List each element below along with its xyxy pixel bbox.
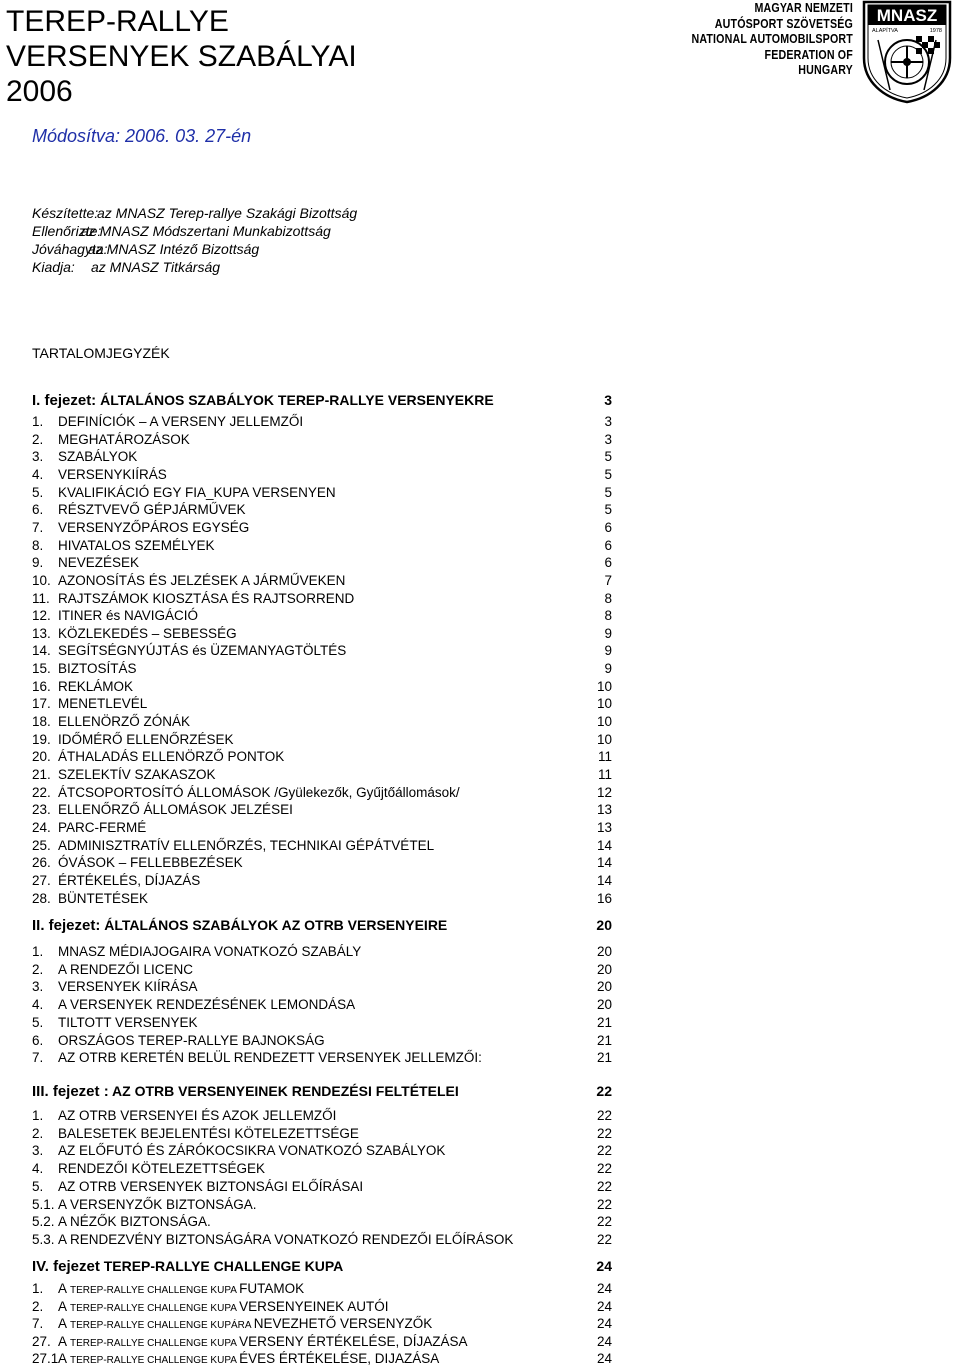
toc-item-text	[58, 1049, 482, 1066]
credit-value: az MNASZ Titkárság	[91, 259, 221, 275]
toc-item-page: 22	[596, 1108, 612, 1123]
toc-item-page: 20	[596, 979, 612, 995]
toc-item-page: 7	[604, 572, 612, 588]
toc-item-title: ÁTHALADÁS ELLENÖRZŐ PONTOK	[58, 749, 285, 765]
toc-item-page: 6	[604, 555, 612, 571]
toc-item-text	[58, 1350, 439, 1369]
toc-item-text	[58, 1298, 388, 1317]
toc-item-title: AZ ELŐFUTÓ ÉS ZÁRÓKOCSIKRA VONATKOZÓ SZABÁLYOK	[58, 1143, 446, 1159]
toc-item-number: 1.	[32, 414, 44, 429]
mnasz-logo	[691, 0, 958, 106]
toc-item-row	[32, 466, 612, 483]
toc-item-title: SEGÍTSÉGNYÚJTÁS és ÜZEMANYAGTÖLTÉS	[58, 643, 347, 659]
toc-item-row	[32, 501, 612, 518]
toc-item-text	[58, 961, 193, 978]
toc-item-number: 27.1	[32, 1351, 59, 1367]
toc-item-text	[58, 519, 249, 536]
toc-item-title: AZONOSÍTÁS ÉS JELZÉSEK A JÁRMŰVEKEN	[58, 572, 346, 588]
credit-row	[32, 222, 357, 240]
toc-item-text	[58, 943, 361, 960]
toc-item-title: A RENDEZVÉNY BIZTONSÁGÁRA VONATKOZÓ RENDEZŐI ELŐÍRÁSOK	[58, 1231, 514, 1247]
emblem-right-text: 1978	[929, 28, 942, 34]
toc-item-number: 3.	[32, 449, 44, 465]
credit-label: Jóváhagyta:	[32, 241, 108, 257]
toc-item-page: 11	[597, 749, 612, 765]
toc-item-title: BALESETEK BEJELENTÉSI KÖTELEZETTSÉGE	[58, 1125, 359, 1141]
toc-item-row	[32, 801, 612, 818]
toc-item-text	[58, 1280, 304, 1299]
toc-item-number: 4.	[32, 997, 44, 1013]
toc-heading: TARTALOMJEGYZÉK	[32, 345, 170, 361]
toc-item-page: 24	[596, 1333, 612, 1349]
toc-item-title: KÖZLEKEDÉS – SEBESSÉG	[58, 625, 237, 641]
toc-item-text	[58, 695, 147, 712]
toc-item-number: 5.	[32, 1014, 44, 1030]
toc-item-page: 14	[596, 837, 612, 853]
toc-item-text	[58, 1196, 257, 1213]
toc-item-row	[32, 431, 612, 448]
chapter-prefix: III. fejezet :	[32, 1083, 109, 1100]
toc-item-row	[32, 625, 612, 642]
toc-item-number: 14.	[32, 643, 51, 659]
toc-item-page: 16	[596, 890, 612, 906]
toc-item-text	[58, 1160, 265, 1177]
toc-item-number: 23.	[32, 802, 51, 818]
toc-item-number: 5.1.	[32, 1196, 55, 1212]
toc-item-page: 5	[604, 484, 612, 500]
logo-word-line: FEDERATION OF	[764, 46, 853, 62]
toc-item-title: ÓVÁSOK – FELLEBBEZÉSEK	[58, 855, 243, 871]
toc-item-page: 22	[596, 1161, 612, 1177]
toc-item-row	[32, 1178, 612, 1195]
toc-item-page: 20	[596, 961, 612, 977]
toc-item-number: 26.	[32, 855, 51, 871]
toc-item-number: 17.	[32, 696, 51, 712]
toc-item-number: 27.	[32, 872, 51, 888]
toc-item-row	[32, 590, 612, 607]
toc-item-number: 8.	[32, 537, 44, 553]
toc-item-page: 10	[596, 696, 612, 712]
chapter-prefix: II. fejezet:	[32, 917, 101, 934]
toc-item-page: 8	[604, 590, 612, 606]
toc-item-page: 10	[596, 714, 612, 730]
toc-item-text	[58, 1231, 513, 1248]
toc-item-number: 9.	[32, 555, 44, 571]
toc-item-page: 6	[604, 537, 612, 553]
toc-item-number: 7.	[32, 1316, 44, 1332]
toc-item-title: PARC-FERMÉ	[58, 819, 147, 835]
toc-item-row	[32, 943, 612, 960]
toc-item-title: DEFINÍCIÓK – A VERSENY JELLEMZŐI	[58, 414, 304, 429]
toc-item-row	[32, 1298, 612, 1315]
toc-item-title: RÉSZTVEVŐ GÉPJÁRMŰVEK	[58, 502, 246, 518]
toc-item-row	[32, 1213, 612, 1230]
toc-item-title: A RENDEZŐI LICENC	[58, 961, 194, 977]
toc-item-title: A VERSENYZŐK BIZTONSÁGA.	[58, 1196, 257, 1212]
toc-item-title: NEVEZÉSEK	[58, 555, 140, 571]
toc-item-page: 22	[596, 1125, 612, 1141]
toc-item-row	[32, 713, 612, 730]
toc-item-lead: A	[58, 1298, 71, 1314]
toc-chapter-row	[32, 915, 612, 935]
toc-item-row	[32, 784, 612, 801]
toc-item-text	[58, 872, 200, 889]
modified-date: Módosítva: 2006. 03. 27-én	[32, 126, 252, 146]
toc-item-text	[58, 996, 355, 1013]
toc-item-row	[32, 660, 612, 677]
toc-item-title: A NÉZŐK BIZTONSÁGA.	[58, 1214, 211, 1230]
toc-item-title: BÜNTETÉSEK	[58, 890, 149, 906]
toc-item-text	[58, 766, 216, 783]
toc-item-number: 1.	[32, 1108, 44, 1123]
toc-item-title: MENETLEVÉL	[58, 696, 148, 712]
toc-item-title: IDŐMÉRŐ ELLENŐRZÉSEK	[58, 731, 234, 747]
toc-item-number: 5.	[32, 1178, 44, 1194]
logo-word-line: HUNGARY	[798, 62, 853, 77]
toc-item-title: BIZTOSÍTÁS	[58, 661, 137, 677]
toc-item-text	[58, 819, 146, 836]
toc-item-title: ELLENÖRZŐ ZÓNÁK	[58, 714, 191, 730]
toc-item-title: MNASZ MÉDIAJOGAIRA VONATKOZÓ SZABÁLY	[58, 944, 362, 959]
toc-item-lead: A	[58, 1351, 71, 1367]
toc-item-title: RENDEZŐI KÖTELEZETTSÉGEK	[58, 1161, 266, 1177]
toc-item-small-caps: TEREP-RALLYE CHALLENGE KUPA	[70, 1337, 240, 1349]
toc-item-small-caps: TEREP-RALLYE CHALLENGE KUPÁRA	[70, 1320, 254, 1332]
toc-item-row	[32, 1049, 612, 1066]
toc-item-title: MEGHATÁROZÁSOK	[58, 431, 190, 447]
toc-item-page: 22	[596, 1143, 612, 1159]
logo-word-line: MAGYAR NEMZETI	[754, 0, 853, 15]
toc-item-row	[32, 695, 612, 712]
toc-item-number: 1.	[32, 944, 44, 959]
toc-item-title: AZ OTRB KERETÉN BELÜL RENDEZETT VERSENYEK JELLEMZŐI:	[58, 1050, 482, 1066]
toc-item-text	[58, 484, 336, 501]
toc-item-page: 9	[604, 625, 612, 641]
toc-item-text	[58, 431, 190, 448]
chapter-title: AZ OTRB VERSENYEINEK RENDEZÉSI FELTÉTELEI	[108, 1083, 459, 1099]
toc-item-text	[58, 784, 460, 801]
chapter-page: 3	[604, 392, 612, 408]
toc-item-text	[58, 1178, 363, 1195]
toc-chapter-row	[32, 1256, 612, 1276]
toc-item-page: 8	[604, 608, 612, 624]
toc-item-row	[32, 731, 612, 748]
toc-item-page: 5	[604, 466, 612, 482]
toc-item-row	[32, 1125, 612, 1142]
toc-item-text	[58, 554, 139, 571]
toc-item-number: 5.	[32, 484, 44, 500]
toc-item-text	[58, 1315, 432, 1334]
toc-item-number: 7.	[32, 1050, 44, 1066]
toc-chapter-row	[32, 390, 612, 410]
toc-item-page: 14	[596, 872, 612, 888]
toc-item-page: 24	[596, 1316, 612, 1332]
toc-item-page: 20	[596, 997, 612, 1013]
toc-item-row	[32, 484, 612, 501]
toc-item-row	[32, 1142, 612, 1159]
toc-item-row	[32, 1350, 612, 1367]
logo-word-line: AUTÓSPORT SZÖVETSÉG	[714, 15, 853, 31]
toc-item-number: 28.	[32, 890, 51, 906]
toc-item-number: 5.3.	[32, 1231, 55, 1247]
toc-item-text	[58, 448, 137, 465]
toc-item-number: 10.	[32, 572, 51, 588]
toc-item-number: 3.	[32, 1143, 44, 1159]
chapter-page: 24	[596, 1258, 612, 1274]
toc-item-row	[32, 978, 612, 995]
toc-item-text	[58, 625, 237, 642]
toc-item-page: 24	[596, 1351, 612, 1367]
toc-item-page: 9	[604, 643, 612, 659]
emblem-left-text: ALAPÍTVA	[872, 28, 898, 34]
toc-item-text	[58, 678, 133, 695]
toc-item-number: 16.	[32, 678, 51, 694]
toc-item-title: FUTAMOK	[239, 1281, 305, 1296]
title-line: VERSENYEK SZABÁLYAI	[6, 40, 357, 73]
toc-item-row	[32, 837, 612, 854]
toc-item-title: KVALIFIKÁCIÓ EGY FIA_KUPA VERSENYEN	[58, 484, 336, 500]
toc-item-page: 21	[596, 1014, 612, 1030]
toc-item-title: RAJTSZÁMOK KIOSZTÁSA ÉS RAJTSORREND	[58, 590, 355, 606]
logo-wordmark	[691, 0, 853, 78]
toc-item-text	[58, 413, 303, 430]
toc-item-row	[32, 890, 612, 907]
toc-item-title: VERSENYZŐPÁROS EGYSÉG	[58, 519, 250, 535]
toc-item-page: 13	[596, 819, 612, 835]
toc-item-lead: A	[58, 1333, 71, 1349]
toc-item-row	[32, 1014, 612, 1031]
toc-item-page: 21	[596, 1050, 612, 1066]
credit-label: Ellenőrizte:	[32, 223, 102, 239]
toc-item-text	[58, 978, 198, 995]
toc-item-title: A VERSENYEK RENDEZÉSÉNEK LEMONDÁSA	[58, 997, 356, 1013]
chapter-title: ÁLTALÁNOS SZABÁLYOK TEREP-RALLYE VERSENYEKRE	[96, 392, 494, 408]
toc-item-row	[32, 519, 612, 536]
toc-item-text	[58, 748, 284, 765]
toc-item-text	[58, 1014, 198, 1031]
toc-item-title: REKLÁMOK	[58, 678, 134, 694]
toc-item-number: 22.	[32, 784, 51, 800]
toc-item-row	[32, 996, 612, 1013]
toc-item-page: 5	[604, 449, 612, 465]
credit-label: Készítette:	[32, 205, 99, 221]
toc-item-text	[58, 1107, 336, 1124]
toc-chapter-row	[32, 1081, 612, 1101]
toc-item-row	[32, 413, 612, 430]
credit-value: az MNASZ Módszertani Munkabizottság	[81, 223, 331, 239]
toc-item-title: HIVATALOS SZEMÉLYEK	[58, 537, 215, 553]
toc-item-page: 24	[596, 1298, 612, 1314]
toc-item-number: 2.	[32, 431, 44, 447]
toc-item-row	[32, 1231, 612, 1248]
document-title	[6, 4, 357, 109]
toc-item-page: 5	[604, 502, 612, 518]
toc-item-title: ÉRTÉKELÉS, DÍJAZÁS	[58, 872, 201, 888]
toc-item-title: AZ OTRB VERSENYEI ÉS AZOK JELLEMZŐI	[58, 1108, 337, 1123]
toc-item-page: 13	[596, 802, 612, 818]
toc-item-number: 4.	[32, 1161, 44, 1177]
toc-item-number: 12.	[32, 608, 51, 624]
toc-item-row	[32, 1032, 612, 1049]
toc-item-number: 6.	[32, 1032, 44, 1048]
toc-item-row	[32, 872, 612, 889]
toc-item-row	[32, 678, 612, 695]
toc-item-lead: A	[58, 1316, 71, 1332]
toc-item-page: 22	[596, 1231, 612, 1247]
credits-block	[32, 204, 357, 276]
toc-item-page: 10	[596, 678, 612, 694]
toc-item-title: TILTOTT VERSENYEK	[58, 1014, 198, 1030]
toc-item-lead: A	[58, 1281, 71, 1296]
toc-item-row	[32, 1333, 612, 1350]
toc-item-text	[58, 1125, 359, 1142]
chapter-page: 20	[596, 917, 612, 933]
toc-item-row	[32, 572, 612, 589]
toc-item-page: 6	[604, 519, 612, 535]
toc-item-row	[32, 1107, 612, 1124]
toc-item-page: 11	[597, 767, 612, 782]
toc-item-row	[32, 748, 612, 765]
toc-item-page: 3	[604, 414, 612, 429]
toc-item-text	[58, 660, 137, 677]
toc-item-row	[32, 607, 612, 624]
credit-row	[32, 204, 357, 222]
toc-item-page: 22	[596, 1178, 612, 1194]
toc-item-text	[58, 890, 148, 907]
toc-item-page: 21	[596, 1032, 612, 1048]
toc-item-title: VERSENYEINEK AUTÓI	[239, 1298, 389, 1314]
toc-item-number: 11.	[32, 590, 50, 606]
toc-item-row	[32, 642, 612, 659]
toc-item-page: 24	[596, 1281, 612, 1296]
mnasz-emblem-icon	[860, 0, 954, 104]
toc-item-page: 10	[596, 731, 612, 747]
toc-item-number: 1.	[32, 1281, 44, 1296]
toc-item-text	[58, 801, 293, 818]
chapter-prefix: I. fejezet:	[32, 392, 97, 409]
logo-word-line: NATIONAL AUTOMOBILSPORT	[691, 31, 853, 46]
toc-item-row	[32, 1196, 612, 1213]
toc-item-text	[58, 1213, 211, 1230]
toc-item-title: AZ OTRB VERSENYEK BIZTONSÁGI ELŐÍRÁSAI	[58, 1178, 364, 1194]
toc-item-number: 18.	[32, 714, 51, 730]
emblem-text: MNASZ	[876, 6, 938, 25]
toc-item-row	[32, 819, 612, 836]
toc-item-title: ORSZÁGOS TEREP-RALLYE BAJNOKSÁG	[58, 1032, 325, 1048]
toc-item-text	[58, 537, 215, 554]
toc-item-number: 24.	[32, 819, 51, 835]
toc-item-number: 4.	[32, 466, 44, 482]
toc-item-number: 2.	[32, 1125, 44, 1141]
toc-item-title: VERSENY ÉRTÉKELÉSE, DÍJAZÁSA	[239, 1333, 468, 1349]
toc-item-title: SZELEKTÍV SZAKASZOK	[58, 767, 216, 782]
toc-item-number: 2.	[32, 1298, 44, 1314]
toc-item-text	[58, 1333, 468, 1352]
toc-item-text	[58, 607, 198, 624]
toc-item-number: 3.	[32, 979, 44, 995]
toc-item-row	[32, 961, 612, 978]
toc-item-number: 13.	[32, 625, 51, 641]
toc-item-page: 9	[604, 661, 612, 677]
title-line: TEREP-RALLYE	[6, 5, 229, 38]
toc-item-small-caps: TEREP-RALLYE CHALLENGE KUPA	[70, 1302, 240, 1314]
credit-value: az MNASZ Intéző Bizottság	[88, 241, 260, 257]
toc-item-row	[32, 448, 612, 465]
toc-item-title: ÉVES ÉRTÉKELÉSE, DIJAZÁSA	[239, 1351, 440, 1367]
chapter-prefix: IV. fejezet	[32, 1258, 100, 1275]
credit-label: Kiadja:	[32, 259, 75, 275]
toc-item-number: 7.	[32, 519, 44, 535]
chapter-page: 22	[596, 1083, 612, 1099]
toc-item-text	[58, 466, 167, 483]
chapter-title: TEREP-RALLYE CHALLENGE KUPA	[99, 1258, 344, 1274]
toc-item-title: ITINER és NAVIGÁCIÓ	[58, 608, 199, 624]
toc-item-text	[58, 642, 346, 659]
toc-item-number: 19.	[32, 731, 51, 747]
toc-item-number: 6.	[32, 502, 44, 518]
toc-item-number: 27.	[32, 1333, 51, 1349]
toc-item-row	[32, 766, 612, 783]
toc-item-page: 22	[596, 1214, 612, 1230]
toc-item-page: 20	[596, 944, 612, 959]
toc-item-text	[58, 590, 354, 607]
toc-item-small-caps: TEREP-RALLYE CHALLENGE KUPA	[70, 1285, 240, 1296]
toc-item-number: 2.	[32, 961, 44, 977]
toc-item-text	[58, 1032, 325, 1049]
toc-item-text	[58, 713, 190, 730]
toc-item-row	[32, 1315, 612, 1332]
title-line: 2006	[6, 75, 73, 108]
toc-item-page: 22	[596, 1196, 612, 1212]
toc-item-page: 12	[596, 784, 612, 800]
toc-item-row	[32, 554, 612, 571]
credit-row	[32, 258, 357, 276]
toc-item-row	[32, 1280, 612, 1297]
toc-item-row	[32, 537, 612, 554]
credit-row	[32, 240, 357, 258]
toc-item-number: 5.2.	[32, 1214, 55, 1230]
toc-item-number: 21.	[32, 767, 51, 782]
toc-item-row	[32, 1160, 612, 1177]
toc-item-title: ELLENŐRZŐ ÁLLOMÁSOK JELZÉSEI	[58, 802, 293, 818]
toc-item-title: ADMINISZTRATÍV ELLENŐRZÉS, TECHNIKAI GÉPÁTVÉTEL	[58, 837, 435, 853]
toc-item-page: 14	[596, 855, 612, 871]
toc-item-title: VERSENYEK KIÍRÁSA	[58, 979, 198, 995]
toc-item-number: 25.	[32, 837, 51, 853]
chapter-title: ÁLTALÁNOS SZABÁLYOK AZ OTRB VERSENYEIRE	[100, 917, 448, 933]
toc-item-text	[58, 501, 246, 518]
toc-item-number: 20.	[32, 749, 51, 765]
toc-item-text	[58, 854, 243, 871]
toc-item-title: NEVEZHETŐ VERSENYZŐK	[253, 1316, 433, 1332]
toc-item-row	[32, 854, 612, 871]
toc-item-title: SZABÁLYOK	[58, 449, 138, 465]
toc-item-small-caps: TEREP-RALLYE CHALLENGE KUPA	[70, 1355, 240, 1367]
toc-item-text	[58, 1142, 445, 1159]
toc-item-page: 3	[604, 431, 612, 447]
credit-value: az MNASZ Terep-rallye Szakági Bizottság	[97, 205, 358, 221]
toc-item-title: ÁTCSOPORTOSÍTÓ ÁLLOMÁSOK /Gyülekezők, Gyűjtőállomások/	[58, 784, 460, 800]
toc-item-text	[58, 572, 345, 589]
toc-item-number: 15.	[32, 661, 51, 677]
toc-item-text	[58, 731, 234, 748]
toc-item-text	[58, 837, 434, 854]
toc-item-title: VERSENYKIÍRÁS	[58, 466, 167, 482]
